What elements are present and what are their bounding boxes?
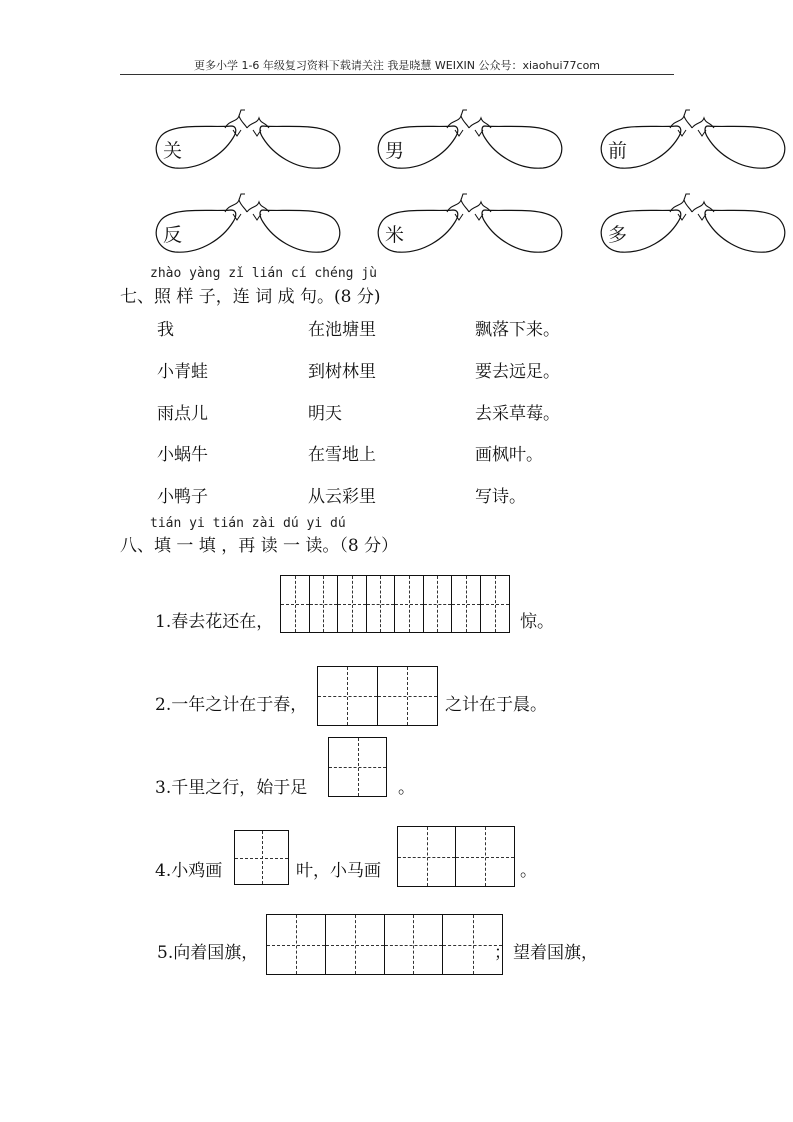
grid-cell[interactable]	[456, 827, 514, 886]
eggplant-pair-icon	[153, 108, 348, 180]
eggplant-pair-2	[375, 108, 565, 180]
word-c2-3: 明天	[308, 404, 342, 424]
q1-writing-grid[interactable]	[280, 575, 510, 633]
eggplant-pair-icon	[598, 192, 793, 264]
word-c1-4: 小蜗牛	[157, 445, 208, 465]
q4-middle: 叶，小马画	[296, 861, 381, 881]
word-c3-2: 要去远足。	[475, 362, 560, 382]
word-c1-3: 雨点儿	[157, 404, 208, 424]
eggplant-pair-icon	[375, 192, 570, 264]
cell-guide-horizontal	[338, 604, 366, 605]
grid-cell[interactable]	[329, 738, 386, 796]
cell-guide-horizontal	[385, 945, 443, 946]
word-c3-3: 去采草莓。	[475, 404, 560, 424]
word-c1-1: 我	[157, 320, 174, 340]
eggplant-pair-1	[153, 108, 343, 180]
grid-cell[interactable]	[281, 576, 310, 632]
q1-suffix: 惊。	[520, 612, 554, 632]
cell-guide-horizontal	[326, 945, 384, 946]
grid-cell[interactable]	[395, 576, 424, 632]
q3-suffix: 。	[398, 778, 415, 798]
eggplant-pair-5	[375, 192, 565, 264]
cell-guide-horizontal	[395, 604, 423, 605]
eggplant-char: 关	[163, 140, 183, 162]
eggplant-char: 男	[385, 140, 405, 162]
eggplant-char: 前	[608, 140, 628, 162]
cell-guide-horizontal	[452, 604, 480, 605]
q1-prefix: 1.春去花还在，	[155, 612, 274, 632]
page-header: 更多小学 1-6 年级复习资料下载请关注 我是晓慧 WEIXIN 公众号：xiaohui77com	[193, 59, 601, 72]
eggplant-char: 米	[385, 224, 405, 246]
cell-guide-horizontal	[424, 604, 452, 605]
eggplant-pair-3	[598, 108, 788, 180]
eggplant-pair-4	[153, 192, 343, 264]
grid-cell[interactable]	[398, 827, 456, 886]
cell-guide-horizontal	[398, 857, 455, 858]
q5-suffix: 望着国旗，	[513, 943, 598, 963]
cell-guide-horizontal	[456, 857, 514, 858]
cell-guide-horizontal	[310, 604, 338, 605]
word-c1-5: 小鸭子	[157, 487, 208, 507]
eggplant-pair-6	[598, 192, 788, 264]
q4-prefix: 4.小鸡画	[155, 861, 223, 881]
grid-cell[interactable]	[310, 576, 339, 632]
grid-cell[interactable]	[318, 667, 378, 725]
word-c2-2: 到树林里	[308, 362, 376, 382]
cell-guide-horizontal	[267, 945, 325, 946]
cell-guide-horizontal	[367, 604, 395, 605]
grid-cell[interactable]	[338, 576, 367, 632]
grid-cell[interactable]	[235, 831, 288, 884]
q2-suffix: 之计在于晨。	[445, 695, 547, 715]
eggplant-pair-icon	[375, 108, 570, 180]
word-c2-1: 在池塘里	[308, 320, 376, 340]
word-c3-1: 飘落下来。	[475, 320, 560, 340]
grid-cell[interactable]	[385, 915, 444, 974]
grid-cell[interactable]	[378, 667, 438, 725]
section8-title: 八、填 一 填 ，再 读 一 读。（8 分）	[120, 536, 399, 556]
cell-guide-horizontal	[318, 696, 377, 697]
word-c3-4: 画枫叶。	[475, 445, 543, 465]
grid-cell[interactable]	[326, 915, 385, 974]
section7-pinyin: zhào yàng zǐ lián cí chéng jù	[150, 266, 377, 281]
cell-guide-horizontal	[235, 858, 288, 859]
eggplant-char: 反	[163, 224, 183, 246]
cell-guide-horizontal	[481, 604, 510, 605]
cell-guide-horizontal	[329, 767, 386, 768]
q4-suffix: 。	[520, 861, 537, 881]
word-c2-4: 在雪地上	[308, 445, 376, 465]
q4-writing-grid-1[interactable]	[234, 830, 289, 885]
grid-cell[interactable]	[452, 576, 481, 632]
q5-middle: ；	[494, 943, 511, 963]
eggplant-pair-icon	[598, 108, 793, 180]
cell-guide-horizontal	[281, 604, 309, 605]
q5-writing-grid[interactable]	[266, 914, 503, 975]
grid-cell[interactable]	[481, 576, 510, 632]
q3-writing-grid[interactable]	[328, 737, 387, 797]
grid-cell[interactable]	[267, 915, 326, 974]
q4-writing-grid-2[interactable]	[397, 826, 515, 887]
section7-title: 七、照 样 子，连 词 成 句。(8 分)	[120, 287, 381, 307]
eggplant-pair-icon	[153, 192, 348, 264]
q3-prefix: 3.千里之行，始于足	[155, 778, 308, 798]
word-c2-5: 从云彩里	[308, 487, 376, 507]
grid-cell[interactable]	[424, 576, 453, 632]
cell-guide-horizontal	[378, 696, 438, 697]
section8-pinyin: tián yi tián zài dú yi dú	[150, 516, 346, 531]
q2-prefix: 2.一年之计在于春，	[155, 695, 308, 715]
eggplant-char: 多	[608, 224, 628, 246]
q2-writing-grid[interactable]	[317, 666, 438, 726]
header-rule	[120, 74, 674, 75]
word-c3-5: 写诗。	[475, 487, 526, 507]
word-c1-2: 小青蛙	[157, 362, 208, 382]
grid-cell[interactable]	[367, 576, 396, 632]
q5-prefix: 5.向着国旗，	[157, 943, 259, 963]
